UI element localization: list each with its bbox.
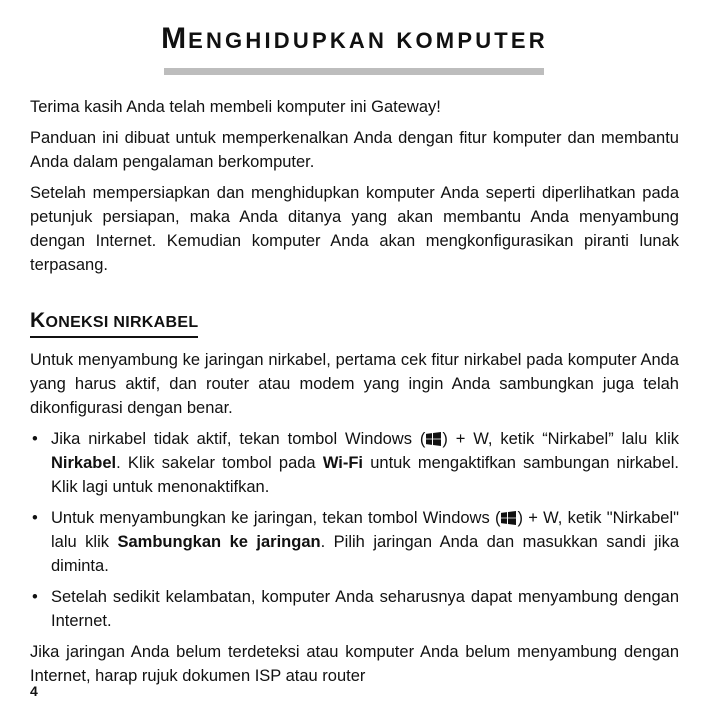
section-paragraph-1: Untuk menyambung ke jaringan nirkabel, pertama cek fitur nirkabel pada komputer Anda yang harus aktif, dan router atau modem yang ingin Anda sambungkan juga telah dikonfigurasi dengan benar. (30, 351, 679, 417)
bold-sambungkan: Sambungkan ke jaringan (117, 533, 321, 551)
section-paragraph-2: Jika jaringan Anda belum terdeteksi atau komputer Anda belum menyambung dengan Internet, harap rujuk dokumen ISP atau router (30, 643, 679, 685)
intro-paragraph-1: Terima kasih Anda telah membeli komputer ini Gateway! (30, 98, 441, 116)
bold-nirkabel: Nirkabel (51, 454, 117, 472)
list-item: • Jika nirkabel tidak aktif, tekan tombol Windows ( ) + W, ketik “Nirkabel” lalu klik Nirkabel. Klik sakelar tombol pada Wi-Fi untuk mengaktifkan sambungan nirkabel. Klik lagi untuk menonaktifkan. (30, 427, 679, 499)
page-number: 4 (30, 683, 38, 699)
intro-paragraph-2: Panduan ini dibuat untuk memperkenalkan Anda dengan fitur komputer dan membantu Anda dalam pengalaman berkomputer. (30, 129, 679, 171)
list-item: • Setelah sedikit kelambatan, komputer Anda seharusnya dapat menyambung dengan Internet. (30, 585, 679, 633)
windows-logo-icon (501, 511, 516, 525)
section-heading-rest: ONEKSI NIRKABEL (45, 314, 199, 331)
intro-paragraph-3: Setelah mempersiapkan dan menghidupkan komputer Anda seperti diperlihatkan pada petunjuk persiapan, maka Anda ditanya yang akan membantu Anda menyambung dengan Internet. Kemudian komputer Anda akan mengkonfigurasikan piranti lunak terpasang. (30, 184, 679, 274)
page-title (0, 22, 709, 56)
section-heading-first-letter: K (30, 309, 46, 332)
document-body (30, 95, 679, 695)
bullet-marker: • (32, 509, 38, 527)
section-heading (30, 309, 198, 338)
title-rest: ENGHIDUPKAN KOMPUTER (188, 28, 548, 53)
title-underline (164, 68, 544, 75)
instruction-list (30, 427, 679, 633)
bold-wifi: Wi-Fi (322, 454, 364, 472)
windows-logo-icon (426, 432, 441, 446)
bullet-marker: • (32, 588, 38, 606)
title-first-letter: M (161, 22, 189, 55)
list-item: • Untuk menyambungkan ke jaringan, tekan tombol Windows ( ) + W, ketik "Nirkabel" lalu klik Sambungkan ke jaringan. Pilih jaringan Anda dan masukkan sandi jika diminta. (30, 506, 679, 578)
bullet-marker: • (32, 430, 38, 448)
